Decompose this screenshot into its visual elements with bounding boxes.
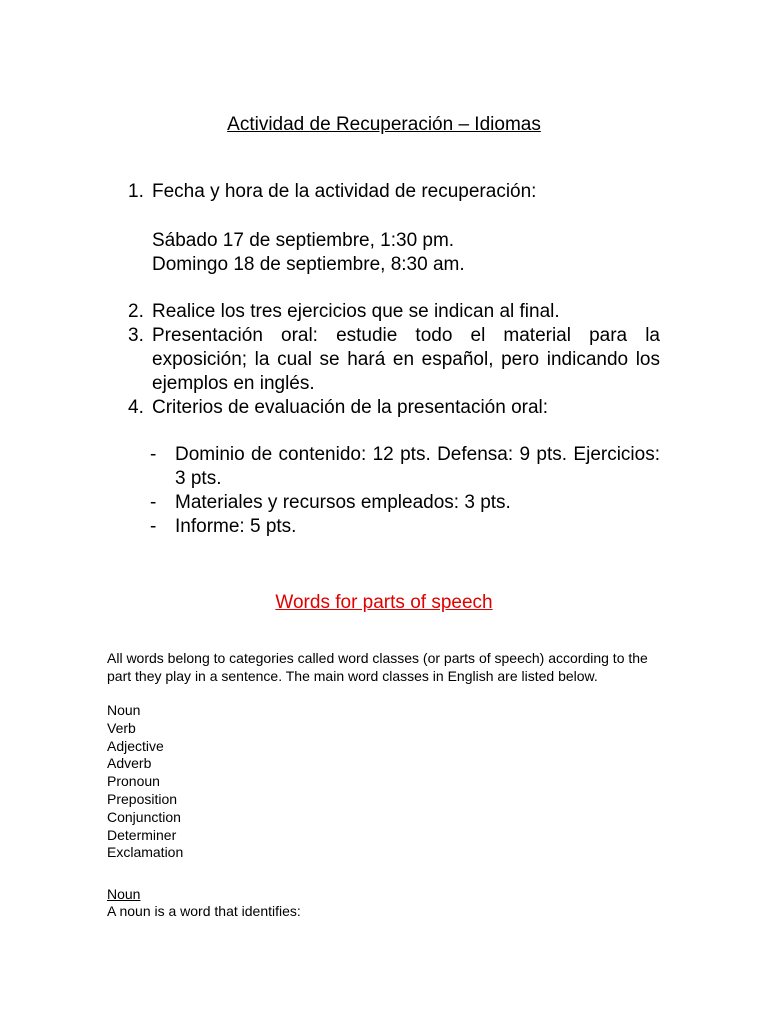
- criteria-item-content: [150, 443, 660, 491]
- list-number: 1.: [128, 181, 144, 202]
- word-class-list: [107, 702, 183, 862]
- list-text: Presentación oral: estudie todo el material para la exposición; la cual se hará en español, pero indicando los ejemplos en inglés.: [152, 325, 660, 394]
- criteria-item-report: [150, 515, 660, 539]
- intro-paragraph: All words belong to categories called word classes (or parts of speech) according to the part they play in a sentence. The main word classes in English are listed below.: [107, 650, 648, 684]
- criteria-item-materials: [150, 491, 660, 515]
- criteria-text: Dominio de contenido: 12 pts. Defensa: 9 pts. Ejercicios: 3 pts.: [175, 444, 660, 489]
- word-class-verb: Verb: [107, 719, 136, 736]
- list-number: 2.: [128, 301, 144, 322]
- word-class-exclamation: Exclamation: [107, 844, 184, 861]
- noun-definition: A noun is a word that identifies:: [107, 903, 301, 919]
- list-item-1: [128, 180, 660, 204]
- noun-heading: Noun: [107, 886, 141, 902]
- word-class-pronoun: Pronoun: [107, 773, 160, 790]
- dash-bullet: -: [150, 516, 157, 537]
- word-class-determiner: Determiner: [107, 826, 177, 843]
- list-number: 4.: [128, 397, 144, 418]
- list-item-2: [128, 300, 660, 324]
- list-item-4: [128, 396, 660, 420]
- list-text: Criterios de evaluación de la presentación oral:: [152, 397, 549, 418]
- list-item-3: [128, 324, 660, 396]
- word-class-noun: Noun: [107, 702, 141, 718]
- section-title: Words for parts of speech: [275, 592, 493, 613]
- list-text: Fecha y hora de la actividad de recuperación:: [152, 181, 537, 202]
- criteria-text: Informe: 5 pts.: [175, 516, 297, 537]
- word-class-adjective: Adjective: [107, 737, 164, 754]
- word-class-adverb: Adverb: [107, 755, 152, 772]
- word-class-conjunction: Conjunction: [107, 808, 181, 825]
- dash-bullet: -: [150, 492, 157, 513]
- document-title: Actividad de Recuperación – Idiomas: [227, 114, 541, 135]
- schedule-saturday: Sábado 17 de septiembre, 1:30 pm.: [152, 230, 455, 251]
- criteria-text: Materiales y recursos empleados: 3 pts.: [175, 492, 511, 513]
- schedule-sunday: Domingo 18 de septiembre, 8:30 am.: [152, 254, 465, 275]
- list-number: 3.: [128, 325, 144, 346]
- list-text: Realice los tres ejercicios que se indican al final.: [152, 301, 560, 322]
- dash-bullet: -: [150, 444, 157, 465]
- word-class-preposition: Preposition: [107, 790, 178, 807]
